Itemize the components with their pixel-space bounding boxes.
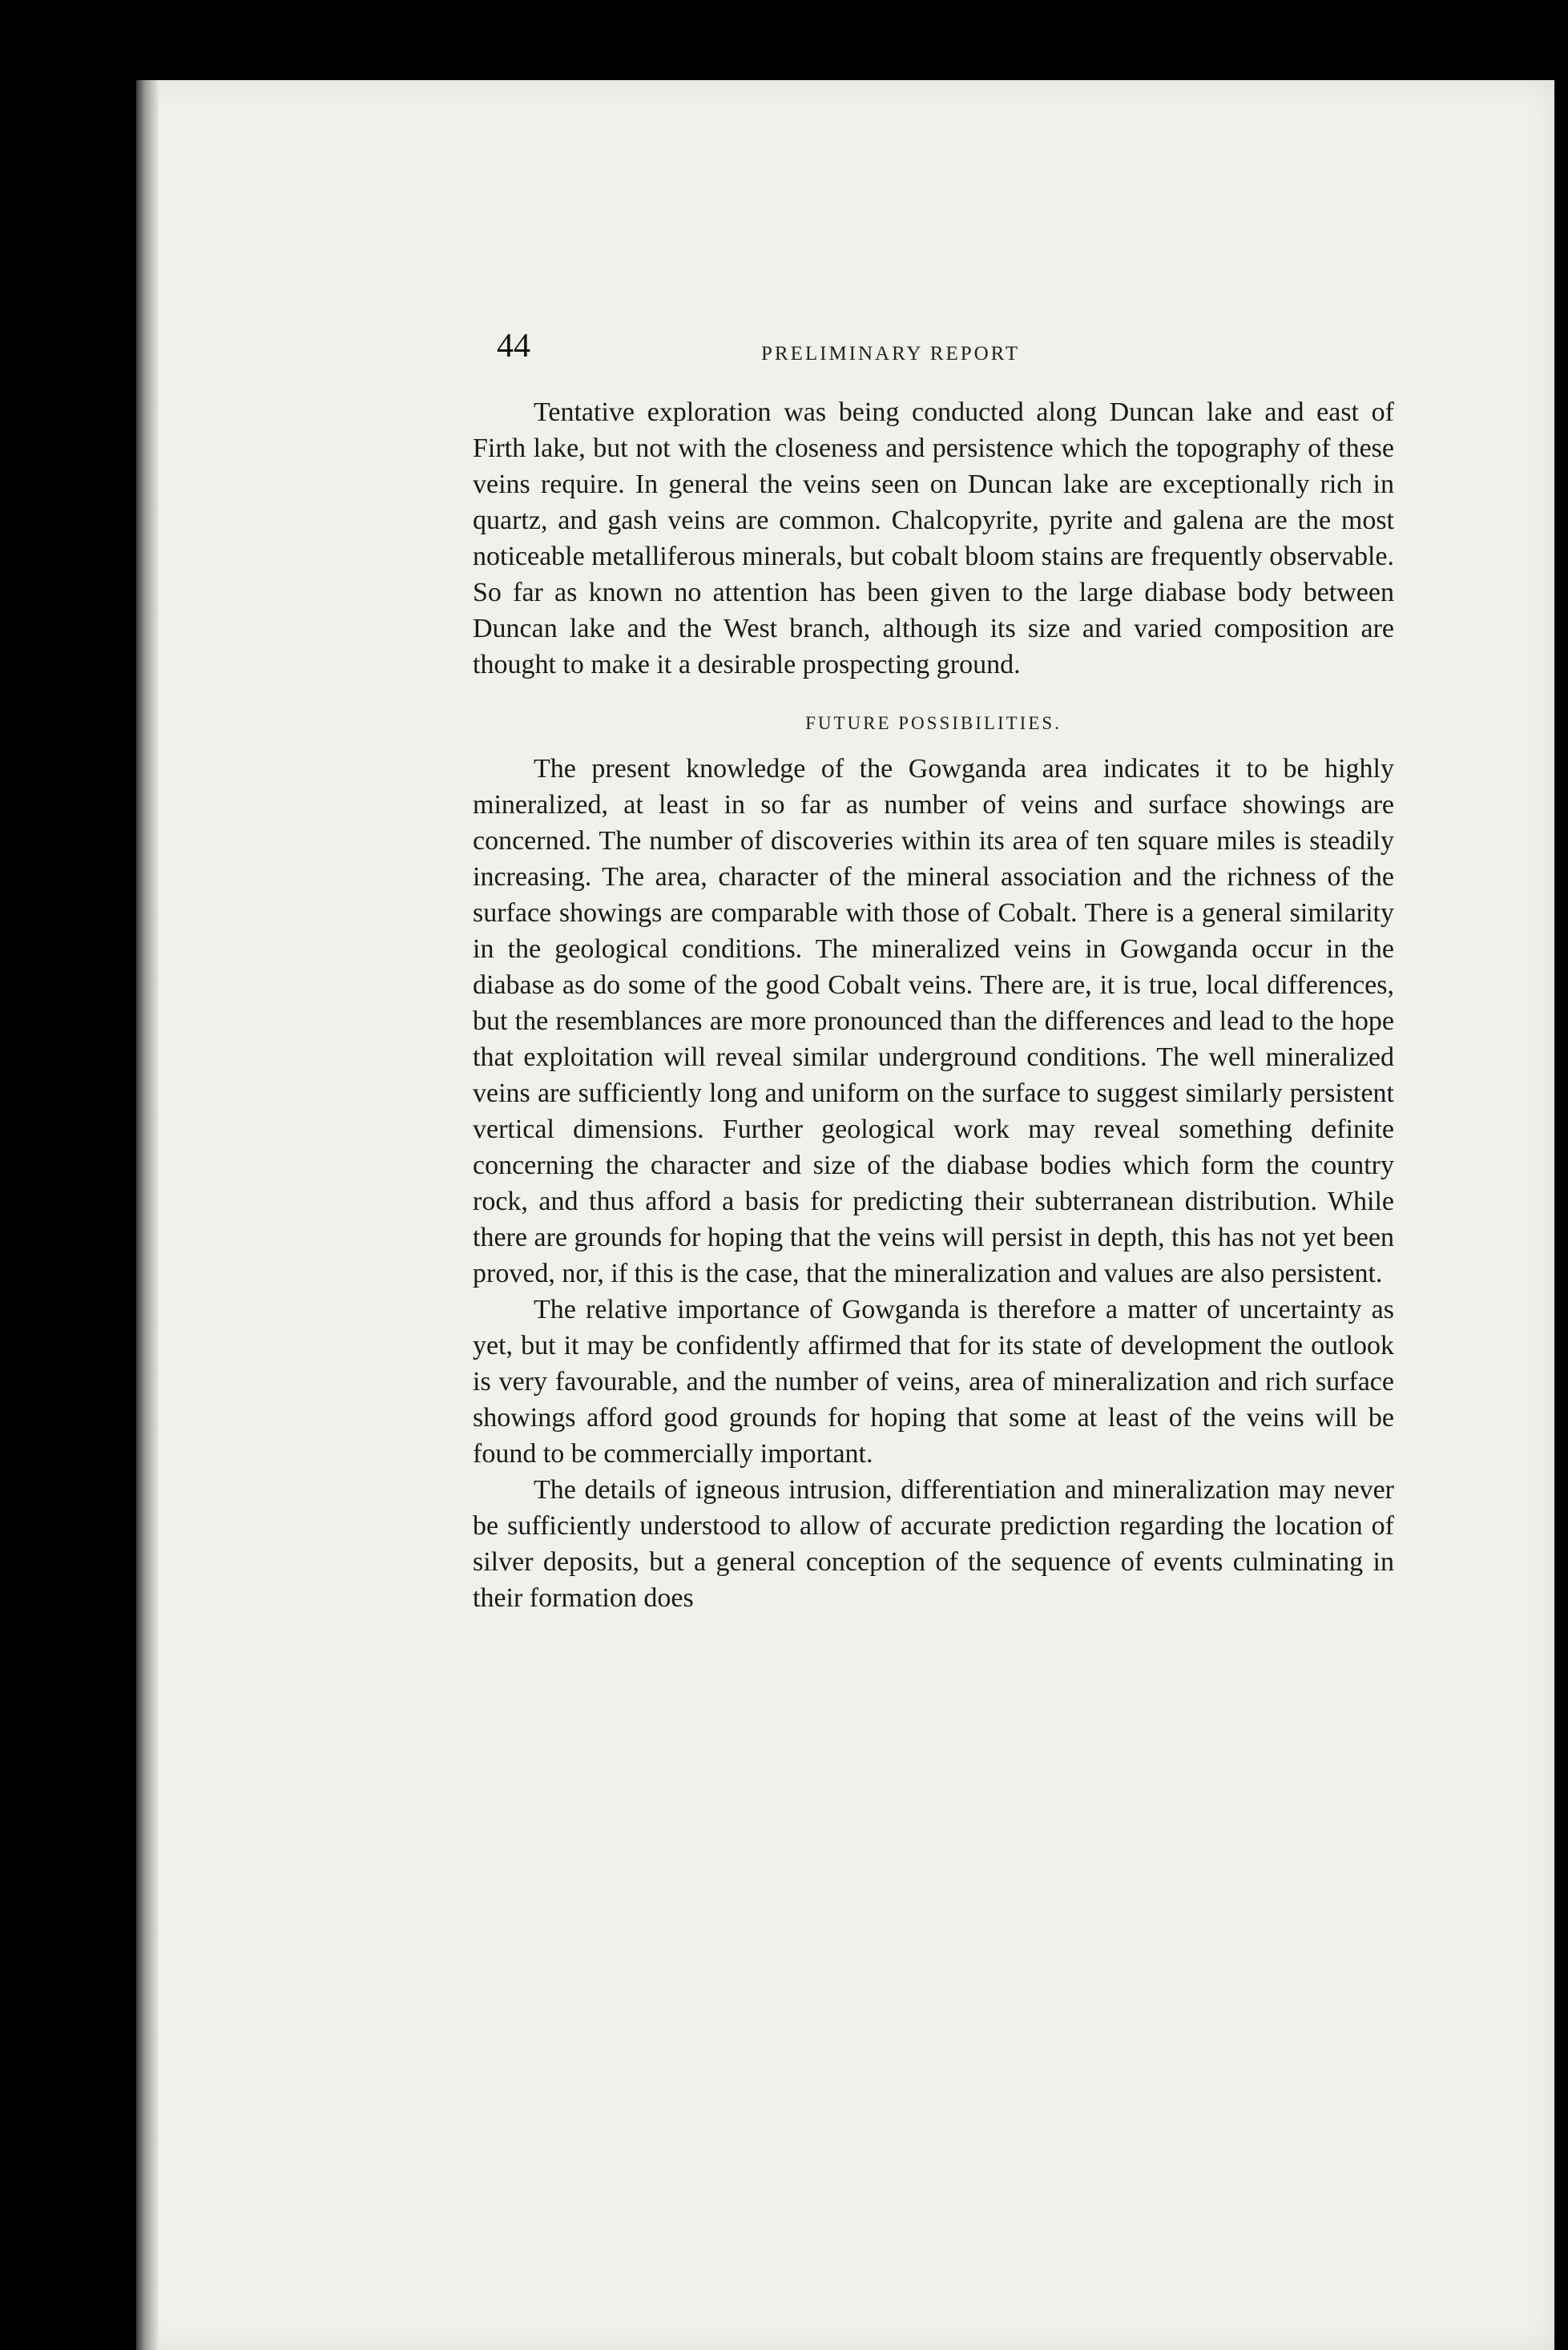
page-body bbox=[473, 394, 1394, 1616]
page-number: 44 bbox=[497, 328, 530, 365]
paragraph-present-knowledge: The present knowledge of the Gowganda area indicates it to be highly mineralized, at least in so far as number of veins and surface showings are concerned. The number of discoveries within its area of ten square miles is steadily increasing. The area, character of the mineral association and the richness of the surface showings are comparable with those of Cobalt. There is a general similarity in the geological conditions. The mineralized veins in Gowganda occur in the diabase as do some of the good Cobalt veins. There are, it is true, local differences, but the resemblances are more pronounced than the differences and lead to the hope that exploitation will reveal similar underground conditions. The well mineralized veins are sufficiently long and uniform on the surface to suggest similarly persistent vertical dimensions. Further geological work may reveal something definite concerning the character and size of the diabase bodies which form the country rock, and thus afford a basis for predicting their subterranean distribution. While there are grounds for hoping that the veins will persist in depth, this has not yet been proved, nor, if this is the case, that the mineralization and values are also persistent. bbox=[473, 754, 1394, 1288]
paragraph-igneous-intrusion: The details of igneous intrusion, differentiation and mineralization may never be sufficiently understood to allow of accurate prediction regarding the location of silver deposits, but a general conception of the sequence of events culminating in their formation does bbox=[473, 1475, 1394, 1613]
section-heading: FUTURE POSSIBILITIES. bbox=[805, 713, 1062, 733]
paragraph-relative-importance: The relative importance of Gowganda is therefore a matter of uncertainty as yet, but it may be confidently affirmed that for its state of development the outlook is very favourable, and the number of veins, area of mineralization and rich surface showings afford good grounds for hoping that some at least of the veins will be found to be commercially important. bbox=[473, 1295, 1394, 1469]
paragraph-duncan-lake: Tentative exploration was being conducted along Duncan lake and east of Firth lake, but not with the closeness and persistence which the topography of these veins require. In general the veins seen on Duncan lake are exceptionally rich in quartz, and gash veins are common. Chalcopyrite, pyrite and galena are the most noticeable metalliferous minerals, but cobalt bloom stains are frequently observable. So far as known no attention has been given to the large diabase body between Duncan lake and the West branch, although its size and varied composition are thought to make it a desirable prospecting ground. bbox=[473, 397, 1394, 679]
page-binding-edge bbox=[136, 80, 159, 2350]
running-head: PRELIMINARY REPORT bbox=[761, 343, 1021, 365]
